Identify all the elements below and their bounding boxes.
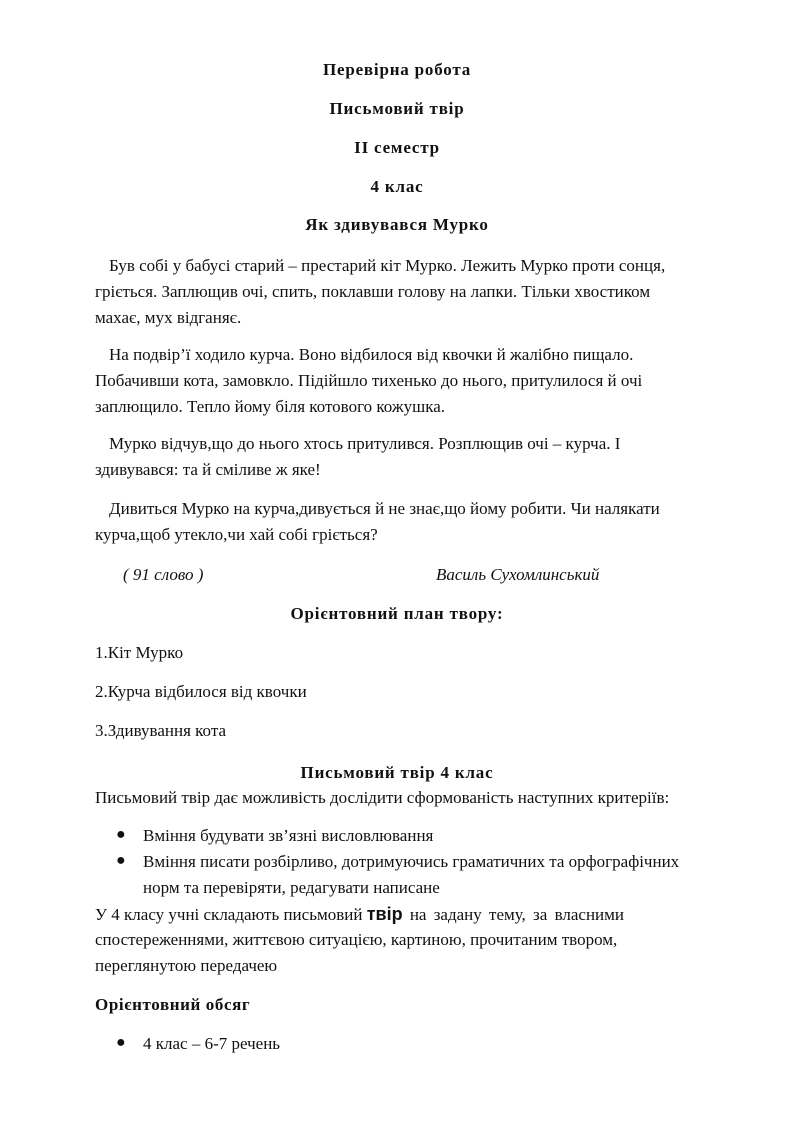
work-type-heading: Перевірна робота — [322, 60, 472, 79]
plan-item: 3.Здивування кота — [95, 721, 227, 740]
essay-title: Письмовий твір 4 клас — [300, 763, 494, 782]
story-line: Дивиться Мурко на курча,дивується й не знає,що йому робити. Чи налякати — [109, 499, 660, 518]
essay-keyword: твір — [366, 904, 403, 924]
author-name: Василь Сухомлинський — [436, 565, 600, 584]
plan-item: 2.Курча відбилося від квочки — [95, 682, 307, 701]
story-line: Мурко відчув,що до нього хтось притулився. Розплющив очі – курча. І — [109, 434, 621, 453]
criterion-text: норм та перевіряти, редагувати написане — [143, 878, 440, 897]
story-line: гріється. Заплющив очі, спить, поклавши голову на лапки. Тільки хвостиком — [95, 282, 651, 301]
word-count: ( 91 слово ) — [123, 565, 204, 584]
essay-text-start: У 4 класу учні складають письмовий — [95, 905, 367, 924]
plan-title: Орієнтовний план твору: — [290, 604, 504, 623]
bullet-icon: ● — [116, 852, 126, 869]
story-line: курча,щоб утекло,чи хай собі гріється? — [95, 525, 378, 544]
essay-text-line: переглянутою передачею — [95, 956, 278, 975]
essay-text-end: на задану тему, за власними — [402, 905, 624, 924]
story-line: На подвір’ї ходило курча. Воно відбилося від квочки й жалібно пищало. — [109, 345, 634, 364]
essay-text-line — [95, 904, 624, 925]
volume-title: Орієнтовний обсяг — [95, 995, 251, 1014]
story-line: Побачивши кота, замовкло. Підійшло тихенько до нього, притулилося й очі — [95, 371, 643, 390]
story-line: Був собі у бабусі старий – престарий кіт Мурко. Лежить Мурко проти сонця, — [109, 256, 666, 275]
story-line: махає, мух відганяє. — [95, 308, 242, 327]
semester-heading: II семестр — [354, 138, 440, 157]
essay-text-line: спостереженнями, життєвою ситуацією, картиною, прочитаним твором, — [95, 930, 618, 949]
story-title: Як здивувався Мурко — [305, 215, 489, 234]
plan-item: 1.Кіт Мурко — [95, 643, 184, 662]
criterion-text: Вміння писати розбірливо, дотримуючись граматичних та орфографічних — [143, 852, 680, 871]
work-name-heading: Письмовий твір — [329, 99, 465, 118]
bullet-icon: ● — [116, 826, 126, 843]
bullet-icon: ● — [116, 1034, 126, 1051]
story-line: заплющило. Тепло йому біля котового кожушка. — [95, 397, 446, 416]
criterion-text: Вміння будувати зв’язні висловлювання — [143, 826, 434, 845]
grade-heading: 4 клас — [370, 177, 424, 196]
volume-item: 4 клас – 6-7 речень — [143, 1034, 281, 1053]
story-line: здивувався: та й сміливе ж яке! — [95, 460, 321, 479]
essay-intro: Письмовий твір дає можливість дослідити сформованість наступних критеріїв: — [95, 788, 670, 807]
